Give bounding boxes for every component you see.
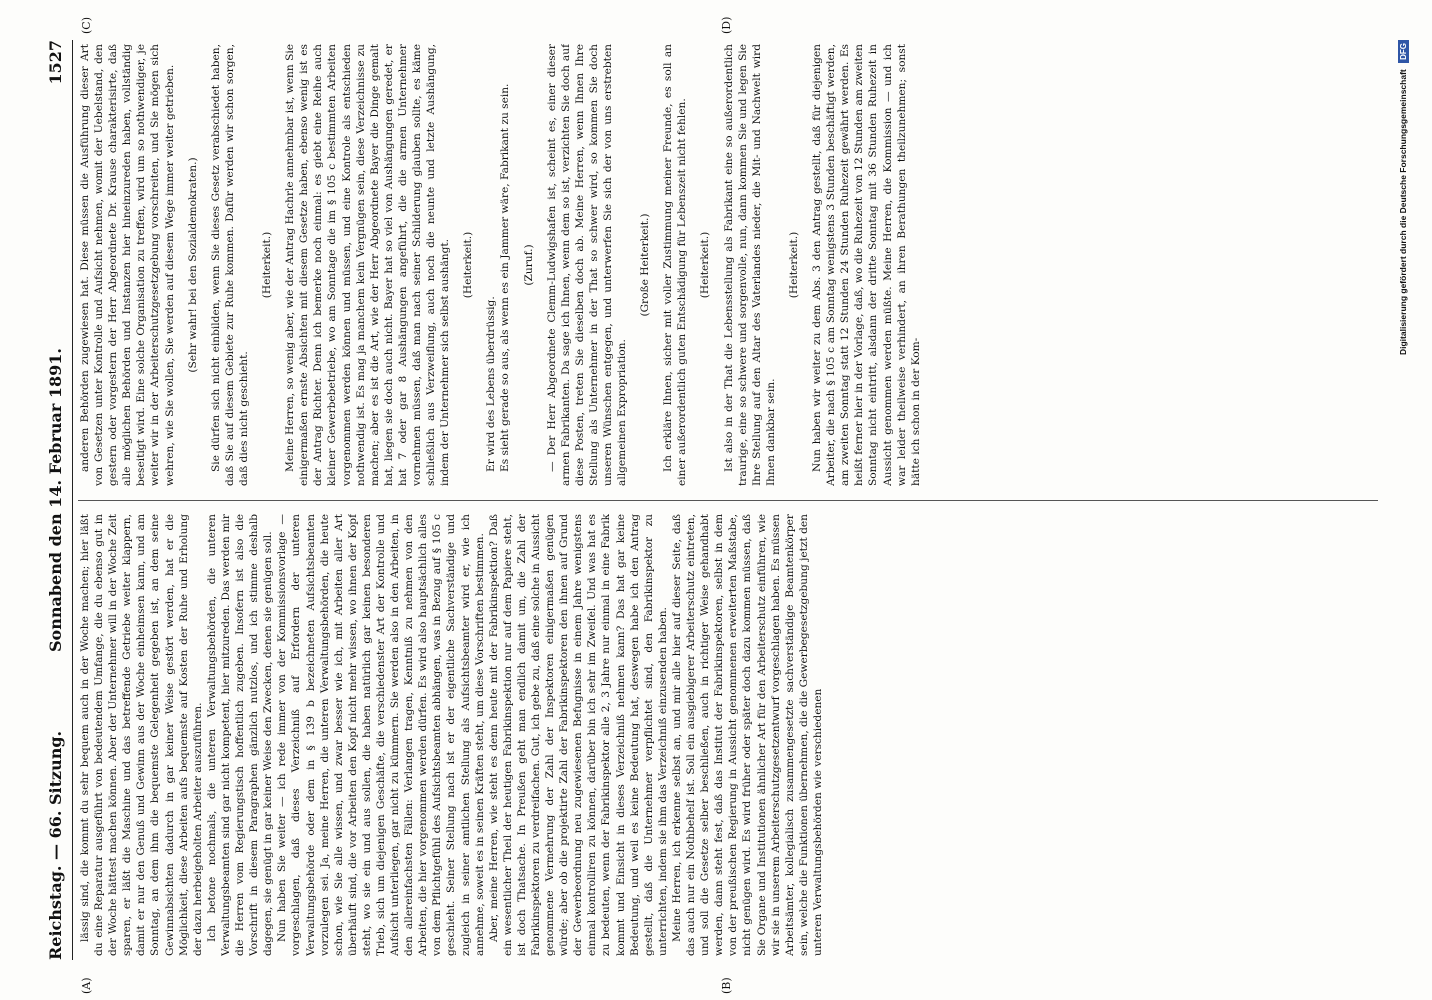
paragraph: Ist also in der That die Lebensstellung als Fabrikant eine so außerordentlich traurige, eine so schwere und sorgenvolle, nun, dann kommen Sie und legen Sie Ihre Stellung auf den Altar des Vaterlandes nieder, die Mit- und Nachwelt wird Ihnen dankbar sein. bbox=[722, 44, 777, 486]
paragraph: Nun haben wir weiter zu dem Abs. 3 den Antrag gestellt, daß für diejenigen Arbeiter, die nach § 105 c am Sonntag wenigstens 3 Stunden beschäftigt werden, am zweiten Sonntag statt 12 Stunden 24 Stunden Ruhezeit gewährt werden. Es heißt ferner hier in der Vorlage, daß, wo die Ruhezeit von 12 Stunden am zweiten Sonntag nicht eintritt, alsdann der dritte Sonntag mit 36 Stunden Ruhezeit in Aussicht genommen werden müßte. Meine Herren, die Kommission — und ich war leider theilweise verhindert, an ihren Berathungen theilzunehmen; sonst hätte ich schon in der Kom- bbox=[811, 44, 922, 486]
page-number: 1527 bbox=[46, 40, 65, 85]
paragraph: Ich erkläre Ihnen, sicher mit voller Zustimmung meiner Freunde, es soll an einer außerordentlich guten Entschädigung für Lebenszeit nicht fehlen. bbox=[662, 44, 689, 486]
stage-direction: (Zuruf.) bbox=[522, 244, 535, 286]
header-session-title: Reichstag. — 66. Sitzung. bbox=[46, 730, 65, 960]
paragraph: Es sieht gerade so aus, als wenn es ein Jammer wäre, Fabrikant zu sein. bbox=[499, 83, 512, 472]
paragraph: Sie dürfen sich nicht einbilden, wenn Sie dieses Gesetz verabschiedet haben, daß Sie auf diesem Gebiete zur Ruhe kommen. Dafür werden wir schon sorgen, daß dies nicht geschieht. bbox=[209, 44, 250, 486]
text-column-left bbox=[78, 514, 1388, 956]
paragraph: lässig sind, die kommt du sehr bequem auch in der Woche machen; hier läßt du eine Reparatur ausgeführt von bedeutendem Umfange, die du ebenso gut in der Woche hättest machen können. Aber der Unternehmer will in der Woche Zeit sparen, er läßt die Maschine und das betreffende Getriebe weiter klappern, damit er nur den Genuß und Gewinn aus der Woche einheimsen kann, und am Sonntag, an dem ihm die bequemste Gelegenheit gegeben ist, an dem seine Gewinnabsichten dadurch in gar keiner Weise gestört werden, hat er die Möglichkeit, diese Arbeiten aufs bequemste auf Kosten der Ruhe und Erholung der dazu herbeigeholten Arbeiter auszuführen. bbox=[79, 514, 204, 956]
stage-direction: (Heiterkeit.) bbox=[787, 231, 800, 299]
paragraph: Nun haben Sie weiter — ich rede immer von der Kommissionsvorlage — vorgeschlagen, daß dieses Verzeichniß auf Erfordern der unteren Verwaltungsbehörde oder dem in § 139 b bezeichneten Aufsichtsbeamten vorzulegen sei. Ja, meine Herren, die unteren Verwaltungsbehörden, die heute schon, wie Sie alle wissen, und zwar besser wie ich, mit Arbeiten aller Art überhäuft sind, die vor Arbeiten den Kopf nicht mehr wissen, wo ihnen der Kopf steht, wo sie ein und aus sollen, die haben natürlich gar keinen besonderen Trieb, sich um diejenigen Geschäfte, die verschiedenster Art der Kontrolle und Aufsicht unterliegen, gar nicht zu kümmern. Sie werden also in den Arbeiten, in den allereinfachsten Fällen: Verlangen tragen, Kenntniß zu nehmen von den Arbeiten, die hier vorgenommen werden dürfen. Es wird also hauptsächlich alles von dem Pflichtgefühl des Aufsichtsbeamten abhängen, was in Bezug auf § 105 c geschieht. Seiner Stellung nach ist er der eigentliche Sachverständige und zugleich in seiner amtlichen Stellung als Aufsichtsbeamter wird er, wie ich annehme, soweit es in seinen Kräften steht, um diese Vorschriften bestimmen. bbox=[276, 514, 486, 956]
section-marker-a: (A) bbox=[80, 977, 93, 994]
paragraph: anderen Behörden zugewiesen hat. Diese müssen die Ausführung dieser Art von Gesetzen unter Kontrolle und Aufsicht nehmen, womit der Uebelstand, den gestern oder vorgestern der Herr Abgeordnete Dr. Krause charakterisirte, daß alle möglichen Behörden und Instanzen hier hineinzureden haben, vollständig beseitigt wird. Eine solche Organisation zu treffen, wird um so nothwendiger, je weiter wir in der Arbeiterschutzgesetzgebung vorschreiten, und Sie mögen sich wehren, wie Sie wollen, Sie werden auf diesem Wege immer weiter getrieben. bbox=[79, 44, 176, 486]
dfg-logo-icon: DFG bbox=[1398, 40, 1409, 63]
stage-direction: (Große Heiterkeit.) bbox=[639, 213, 652, 317]
stage-direction: (Sehr wahr! bei den Sozialdemokraten.) bbox=[186, 157, 199, 373]
stage-direction: (Heiterkeit.) bbox=[462, 231, 475, 299]
paragraph: Meine Herren, ich erkenne selbst an, und mir alle hier auf dieser Seite, daß das auch nur ein Nothbehelf ist. Soll ein ausgiebigerer Arbeiterschutz eintreten, und soll die Gesetze selber beschließen, auch in richtiger Weise gehandhabt werden, dann steht fest, daß das Institut der Fabrikinspektoren, selbst in dem von der preußischen Regierung in Aussicht genommenen erweiterten Maßstabe, nicht genügen wird. Es wird früher oder später doch dazu kommen müssen, daß Sie Organe und Institutionen ähnlicher Art für den Arbeiterschutz einführen, wie wir sie in unserem Arbeiterschutzgesetzentwurf vorgeschlagen haben. Es müssen Arbeitsämter, kollegialisch zusammengesetzte sachverständige Beamtenkörper sein, welche die Funktionen übernehmen, die die Gewerbegesetzgebung jetzt den unteren Verwaltungsbehörden wie verschiedenen bbox=[670, 514, 824, 956]
digitization-credit: Digitalisierung gefördert durch die Deutsche Forschungsgemeinschaft bbox=[1398, 69, 1408, 356]
paragraph: Meine Herren, so wenig aber, wie der Antrag Hachrle annehmbar ist, wenn Sie einigermaßen ernste Absichten mit diesem Gesetze haben, ebenso wenig ist es der Antrag Richter. Denn ich bemerke noch einmal: es giebt eine Reihe auch kleiner Gewerbebetriebe, wo am Sonntage die im § 105 c bestimmten Arbeiten vorgenommen werden können und müssen, und eine Kontrole als entschieden nothwendig ist. Es mag ja manchem kein Vergnügen sein, diese Verzeichnisse zu machen; aber es ist die Art, wie der Herr Abgeordnete Bayer die Dinge gemalt hat, liegen sie doch auch nicht. Bayer hat so viel von Aushängungen geredet, er hat 7 oder gar 8 Aushängungen angeführt, die die armen Unternehmer vornehmen müssen, daß man nach seiner Schilderung glauben sollte, es käme schließlich aus Verzweiflung, auch noch die neunte und letzte Aushängung, indem der Unternehmer sich selbst aushängt. bbox=[284, 44, 452, 486]
stage-direction: (Heiterkeit.) bbox=[699, 231, 712, 299]
section-marker-c: (C) bbox=[80, 17, 93, 34]
paragraph: Aber, meine Herren, wie steht es denn heute mit der Fabrikinspektion? Daß ein wesentlicher Theil der heutigen Fabrikinspektion nur auf dem Papiere steht, ist doch Thatsache. In Preußen geht man endlich damit um, die Zahl der Fabrikinspektoren zu verdreifachen. Gut, ich gebe zu, daß eine solche in Aussicht genommene Vermehrung der Zahl der Inspektoren einigermaßen genügen würde; aber ob die projektirte Zahl der Fabrikinspektoren den ihnen auf Grund der Gewerbeordnung neu zugewiesenen Befugnisse in einem Jahre wenigstens einmal kontrolliren zu können, darüber bin ich sehr im Zweifel. Und was hat es zu bedeuten, wenn der Fabrikinspektor alle 2, 3 Jahre nur einmal in eine Fabrik kommt und Einsicht in dieses Verzeichniß nehmen kann? Das hat gar keine Bedeutung, und weil es keine Bedeutung hat, deswegen habe ich den Antrag gestellt, daß die Unternehmer verpflichtet sind, den Fabrikinspektor zu unterrichten, indem sie ihm das Verzeichniß einzusenden haben. bbox=[487, 514, 669, 956]
section-marker-d: (D) bbox=[720, 16, 733, 34]
paragraph: Ich betone nochmals, die unteren Verwaltungsbehörden, die unteren Verwaltungsbeamten sind gar nicht kompetent, hier mitzureden. Das werden mir die Herren vom Regierungstisch hoffentlich zugeben. Insofern ist also die Vorschrift in diesem Paragraphen gänzlich nutzlos, und ich stimme deshalb dagegen, sie genügt in gar keiner Weise den Zwecken, denen sie genügen soll. bbox=[205, 514, 275, 956]
section-marker-b: (B) bbox=[720, 977, 733, 994]
text-column-right bbox=[78, 44, 1388, 486]
column-divider bbox=[78, 500, 1378, 501]
header-date: Sonnabend den 14. Februar 1891. bbox=[46, 348, 65, 652]
page-header bbox=[40, 40, 70, 960]
page-footer bbox=[1398, 40, 1416, 960]
paragraph: — Der Herr Abgeordnete Clemm-Ludwigshafen ist, scheint es, einer dieser armen Fabrikanten. Da sage ich Ihnen, wenn dem so ist, verzichten Sie doch auf diese Posten, treten Sie dieselben doch ab. Meine Herren, wenn Ihnen Ihre Stellung als Unternehmer in der That so schwer wird, so kommen Sie doch unseren Wünschen entgegen, und unterwerfen Sie sich der von uns erstrebten allgemeinen Expropriation. bbox=[545, 44, 629, 486]
header-rule bbox=[72, 40, 73, 960]
paragraph: Er wird des Lebens überdrüssig. bbox=[485, 296, 498, 472]
stage-direction: (Heiterkeit.) bbox=[261, 231, 274, 299]
